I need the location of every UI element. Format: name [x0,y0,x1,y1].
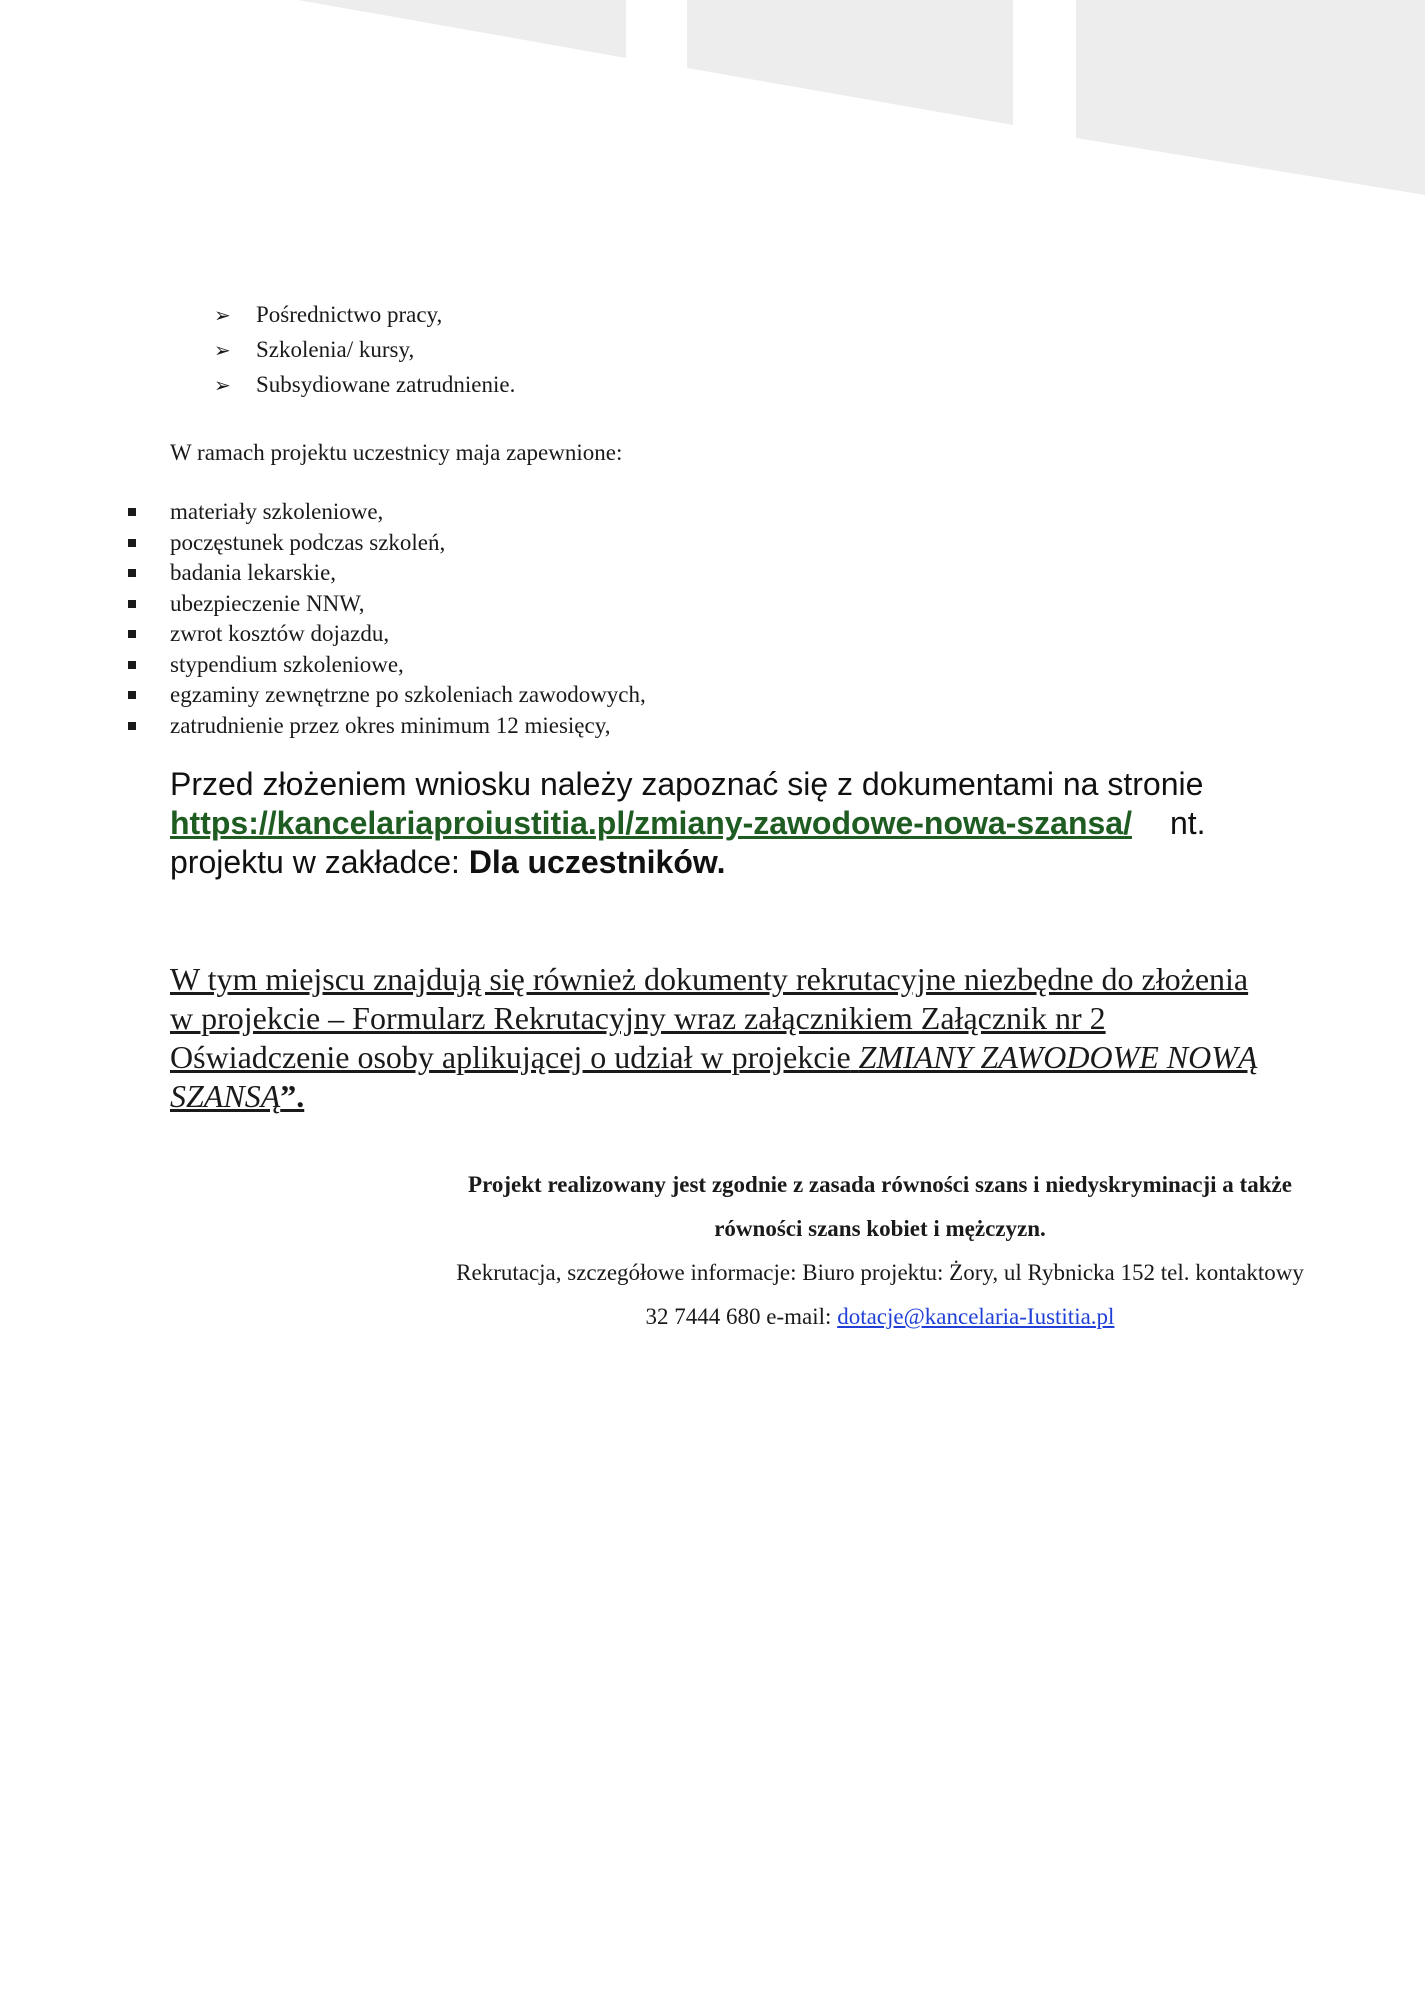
notice-text: projektu w zakładce: [170,844,460,880]
recruitment-contact: Rekrutacja, szczegółowe informacje: Biuro projektu: Żory, ul Rybnicka 152 tel. kontaktowy [456,1260,1304,1285]
square-bullet-icon [128,630,136,638]
services-list [214,297,515,402]
arrow-bullet-icon: ➢ [214,372,231,397]
list-item-label: Pośrednictwo pracy, [256,301,443,327]
documents-notice [170,765,1255,882]
project-name: ZMIANY ZAWODOWE NOWĄ SZANSĄ [170,1039,1258,1114]
recruitment-documents-note [170,960,1260,1116]
arrow-bullet-icon: ➢ [214,337,231,362]
list-item-label: stypendium szkoleniowe, [170,651,404,677]
email-link[interactable]: dotacje@kancelaria-Iustitia.pl [837,1304,1115,1329]
list-item-label: zatrudnienie przez okres minimum 12 miesięcy, [170,712,611,738]
square-bullet-icon [128,722,136,730]
list-item-label: egzaminy zewnętrzne po szkoleniach zawodowych, [170,682,646,708]
list-item-label: Subsydiowane zatrudnienie. [256,371,516,397]
list-item [128,619,646,650]
list-item-label: zwrot kosztów dojazdu, [170,621,390,647]
list-item [128,680,646,711]
notice-text: Przed złożeniem wniosku należy zapoznać się z dokumentami na stronie [170,766,1204,802]
provided-intro: W ramach projektu uczestnicy maja zapewnione: [170,440,623,465]
list-item-label: poczęstunek podczas szkoleń, [170,529,446,555]
list-item-label: badania lekarskie, [170,560,337,586]
list-item [128,528,646,559]
square-bullet-icon [128,508,136,516]
list-item-label: materiały szkoleniowe, [170,499,384,525]
square-bullet-icon [128,539,136,547]
list-item [128,497,646,528]
contact-line [255,1295,1425,1339]
list-item [214,297,515,332]
square-bullet-icon [128,569,136,577]
phone-number: 32 7444 680 e-mail: [645,1304,832,1329]
list-item [128,558,646,589]
contact-footer [255,1163,1425,1339]
equality-statement: Projekt realizowany jest zgodnie z zasada równości szans i niedyskryminacji a także [468,1172,1292,1197]
list-item [128,711,646,742]
equality-statement: równości szans kobiet i mężczyzn. [714,1216,1046,1241]
list-item-label: Szkolenia/ kursy, [256,336,415,362]
documents-text: W tym miejscu znajdują się również dokumenty rekrutacyjne niezbędne do złożenia w projekcie – Formularz Rekrutacyjny wraz załącznikiem Załącznik nr 2 Oświadczenie osoby aplikującej o udział w projekcie [170,961,1249,1075]
list-item [214,367,515,402]
square-bullet-icon [128,600,136,608]
square-bullet-icon [128,691,136,699]
list-item [214,332,515,367]
square-bullet-icon [128,661,136,669]
list-item [128,589,646,620]
participants-tab-name: Dla uczestników. [468,844,726,880]
list-item [128,650,646,681]
documents-closing: ”. [280,1078,305,1114]
provided-list [128,497,646,741]
project-page-link[interactable]: https://kancelariaproiustitia.pl/zmiany-zawodowe-nowa-szansa/ [170,805,1132,841]
notice-nt: nt. [1169,805,1206,841]
arrow-bullet-icon: ➢ [214,302,231,327]
list-item-label: ubezpieczenie NNW, [170,590,365,616]
